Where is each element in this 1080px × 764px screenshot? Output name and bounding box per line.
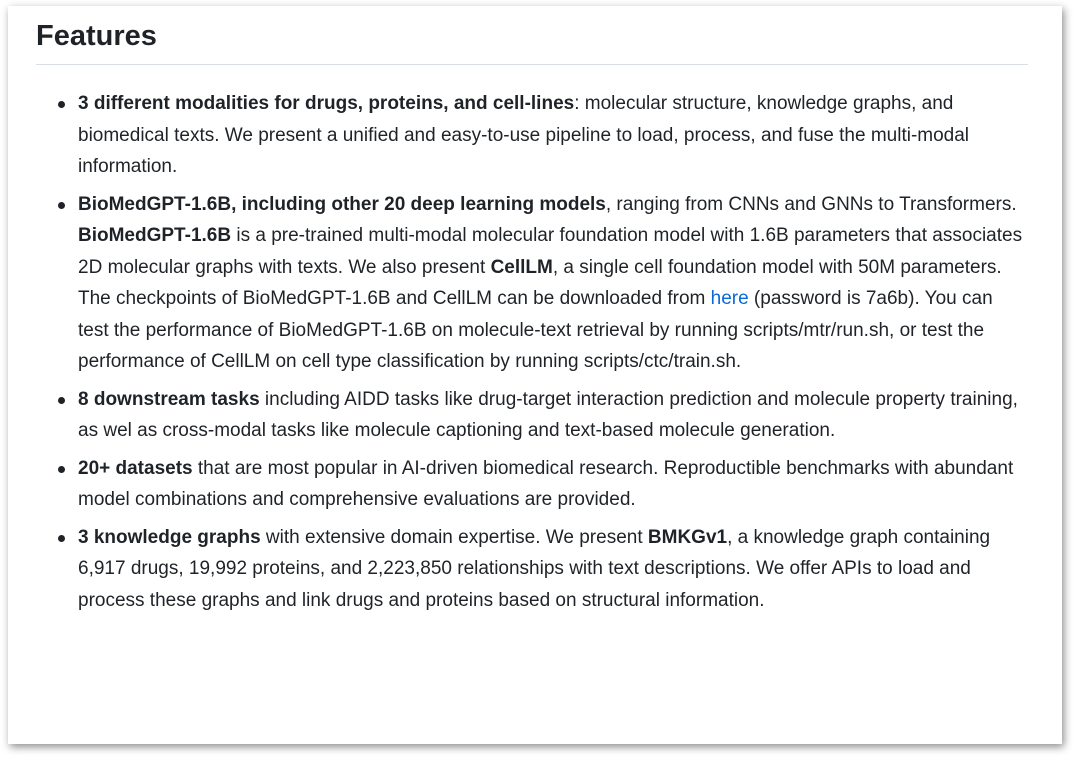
feature-text: that are most popular in AI-driven biomedical research. Reproductible benchmarks with abundant model combinations and comprehensive evaluations are provided. <box>78 457 1014 510</box>
graph-name-bmkgv1: BMKGv1 <box>647 526 728 548</box>
feature-item-tasks <box>36 384 1028 447</box>
feature-item-knowledge-graphs <box>36 522 1028 617</box>
feature-title: 3 knowledge graphs <box>78 526 261 548</box>
feature-item-models <box>36 189 1028 378</box>
checkpoint-text: (password is 7a6b). You can test the performance of BioMedGPT-1.6B on molecule-text retrieval by running scripts/mtr/run.sh, or test the performance of CellLM on cell type classification by running scripts/ctc/train.sh. <box>78 288 993 372</box>
feature-title: 8 downstream tasks <box>78 388 260 410</box>
feature-text: , a single cell foundation model with 50M parameters. <box>552 256 1002 278</box>
bullet-icon <box>58 535 65 542</box>
bullet-icon <box>58 101 65 108</box>
features-section <box>36 14 1028 616</box>
feature-text: including AIDD tasks like drug-target interaction prediction and molecule property training, as wel as cross-modal tasks like molecule captioning and text-based molecule generation. <box>78 388 1018 441</box>
bullet-icon <box>58 202 65 209</box>
feature-title: 3 different modalities for drugs, proteins, and cell-lines <box>78 93 575 114</box>
feature-text: : molecular structure, knowledge graphs, and biomedical texts. We present a unified and easy-to-use pipeline to load, process, and fuse the multi-modal information. <box>78 93 970 177</box>
feature-item-datasets <box>36 453 1028 516</box>
readme-card <box>8 6 1062 744</box>
feature-title: BioMedGPT-1.6B, including other 20 deep learning models <box>78 193 606 215</box>
model-name-celllm: CellLM <box>490 256 553 278</box>
feature-title: 20+ datasets <box>78 457 193 479</box>
model-name-biomedgpt: BioMedGPT-1.6B <box>78 225 232 246</box>
feature-item-modalities <box>36 88 1028 183</box>
checkpoint-download-link[interactable]: here <box>710 288 749 309</box>
bullet-icon <box>58 397 65 404</box>
features-list <box>36 88 1028 616</box>
features-heading: Features <box>36 14 1028 65</box>
feature-text: is a pre-trained multi-modal molecular foundation model with 1.6B parameters that associates 2D molecular graphs with texts. We also present <box>78 225 1023 278</box>
bullet-icon <box>58 466 65 473</box>
feature-text: , a knowledge graph containing 6,917 drugs, 19,992 proteins, and 2,223,850 relationships with text descriptions. We offer APIs to load and process these graphs and link drugs and proteins based on structural information. <box>78 526 991 611</box>
checkpoint-text: The checkpoints of BioMedGPT-1.6B and CellLM can be downloaded from <box>78 288 711 309</box>
feature-text: with extensive domain expertise. We present <box>260 526 648 548</box>
feature-text: , ranging from CNNs and GNNs to Transformers. <box>605 193 1017 215</box>
